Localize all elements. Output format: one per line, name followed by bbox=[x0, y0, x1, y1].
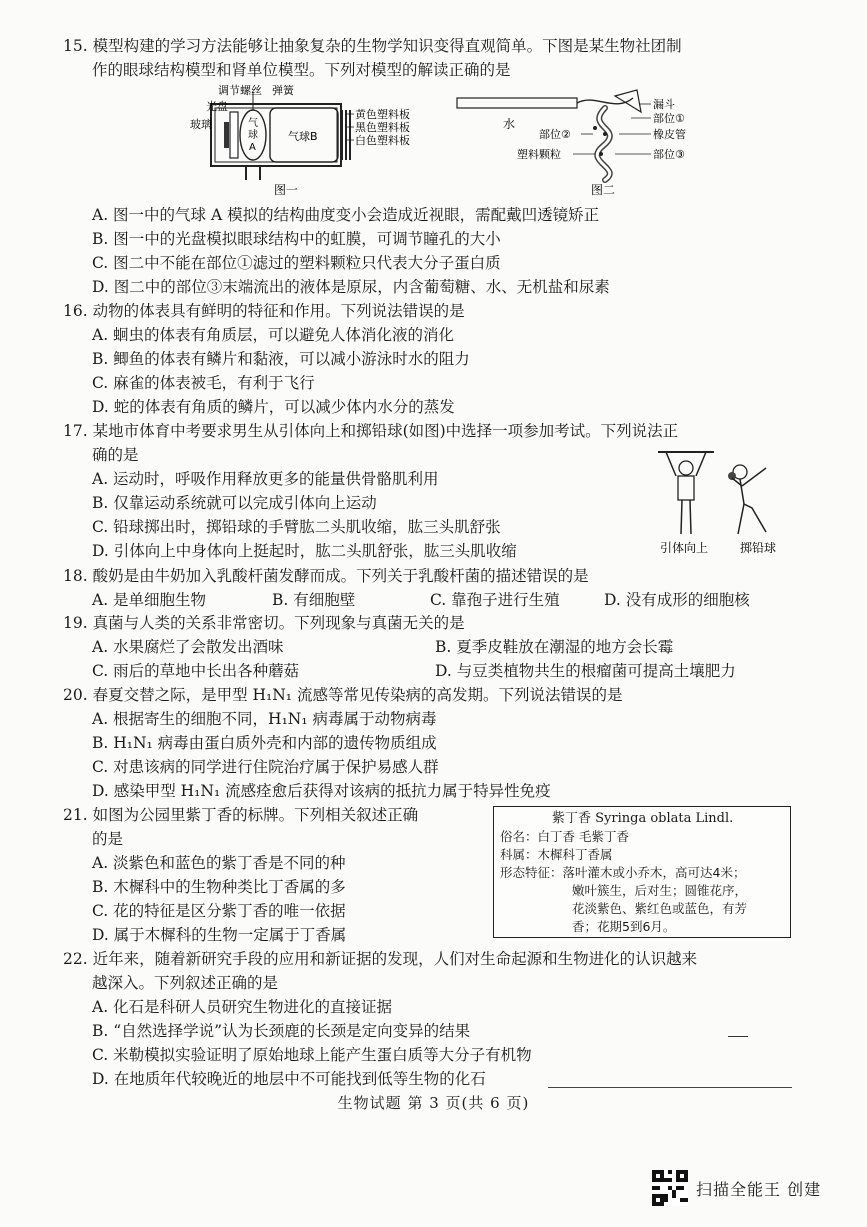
figure-1-caption: 图一 bbox=[274, 183, 299, 197]
sign-morphology-line2: 嫩叶簇生，后对生；圆锥花序， bbox=[572, 883, 748, 898]
q15-option-d: D. 图二中的部位③末端流出的液体是原尿，内含葡萄糖、水、无机盐和尿素 bbox=[92, 278, 610, 296]
q19-option-b: B. 夏季皮鞋放在潮湿的地方会长霉 bbox=[435, 638, 674, 656]
eye-label-balloon-a-2: 球 bbox=[248, 130, 258, 141]
q20-option-a: A. 根据寄生的细胞不同，H₁N₁ 病毒属于动物病毒 bbox=[92, 710, 437, 728]
eye-label-balloon-a-3: A bbox=[249, 142, 256, 153]
q21-option-c: C. 花的特征是区分紫丁香的唯一依据 bbox=[92, 902, 346, 920]
eye-label-balloon-b: 气球B bbox=[288, 130, 318, 143]
eye-label-white-board: 白色塑料板 bbox=[355, 134, 410, 147]
nephron-label-rubber-tube: 橡皮管 bbox=[653, 128, 686, 141]
q16-option-b: B. 鲫鱼的体表有鳞片和黏液，可以减小游泳时水的阻力 bbox=[92, 350, 470, 368]
watermark-text: 扫描全能王 创建 bbox=[696, 1179, 822, 1199]
q21-stem-line1: 21. 如图为公园里紫丁香的标牌。下列相关叙述正确 bbox=[63, 806, 419, 824]
nephron-label-part3: 部位③ bbox=[653, 148, 685, 161]
q16-stem: 16. 动物的体表具有鲜明的特征和作用。下列说法错误的是 bbox=[63, 302, 465, 320]
nephron-label-water: 水 bbox=[503, 117, 516, 131]
q16-option-c: C. 麻雀的体表被毛，有利于飞行 bbox=[92, 374, 315, 392]
sign-title: 紫丁香 Syringa oblata Lindl. bbox=[552, 811, 734, 826]
q19-option-c: C. 雨后的草地中长出各种蘑菇 bbox=[92, 662, 300, 680]
q17-stem-line2: 确的是 bbox=[92, 446, 139, 464]
q19-option-d: D. 与豆类植物共生的根瘤菌可提高土壤肥力 bbox=[435, 662, 736, 680]
q20-stem: 20. 春夏交替之际，是甲型 H₁N₁ 流感等常见传染病的高发期。下列说法错误的是 bbox=[63, 686, 623, 704]
qr-code-icon bbox=[652, 1170, 688, 1206]
q19-stem: 19. 真菌与人类的关系非常密切。下列现象与真菌无关的是 bbox=[63, 614, 465, 632]
q22-option-d: D. 在地质年代较晚近的地层中不可能找到低等生物的化石 bbox=[92, 1070, 486, 1088]
pull-up-label: 引体向上 bbox=[660, 541, 709, 555]
eye-label-disc: 光盘 bbox=[206, 100, 228, 113]
sign-morphology-line3: 花淡紫色、紫红色或蓝色，有芳 bbox=[572, 901, 748, 916]
q18-stem: 18. 酸奶是由牛奶加入乳酸杆菌发酵而成。下列关于乳酸杆菌的描述错误的是 bbox=[63, 567, 589, 585]
eye-label-glass: 玻璃 bbox=[190, 118, 212, 131]
q15-stem-line1: 15. 模型构建的学习方法能够让抽象复杂的生物学知识变得直观简单。下图是某生物社团制 bbox=[63, 37, 682, 55]
stray-mark bbox=[728, 1036, 748, 1037]
eye-label-yellow-board: 黄色塑料板 bbox=[355, 108, 410, 121]
nephron-label-part1: 部位① bbox=[653, 112, 685, 125]
q21-stem-line2: 的是 bbox=[92, 830, 124, 848]
q16-option-a: A. 蛔虫的体表有角质层，可以避免人体消化液的消化 bbox=[92, 326, 455, 344]
eye-model-figure bbox=[190, 84, 426, 204]
q21-option-b: B. 木樨科中的生物种类比丁香属的多 bbox=[92, 878, 346, 896]
figure-2-caption: 图二 bbox=[591, 183, 616, 197]
q16-option-d: D. 蛇的体表有角质的鳞片，可以减少体内水分的蒸发 bbox=[92, 398, 455, 416]
q20-option-b: B. H₁N₁ 病毒由蛋白质外壳和内部的遗传物质组成 bbox=[92, 734, 437, 752]
q19-option-a: A. 水果腐烂了会散发出酒味 bbox=[92, 638, 284, 656]
sign-morphology-line4: 香；花期5到6月。 bbox=[572, 919, 676, 934]
eye-label-black-board: 黑色塑料板 bbox=[355, 121, 410, 134]
q18-option-c: C. 靠孢子进行生殖 bbox=[430, 591, 560, 609]
q20-option-d: D. 感染甲型 H₁N₁ 流感痊愈后获得对该病的抵抗力属于特异性免疫 bbox=[92, 782, 551, 800]
nephron-model-figure bbox=[455, 88, 703, 202]
q17-option-a: A. 运动时，呼吸作用释放更多的能量供骨骼肌利用 bbox=[92, 470, 439, 488]
q18-option-a: A. 是单细胞生物 bbox=[92, 591, 207, 609]
q15-stem-line2: 作的眼球结构模型和肾单位模型。下列对模型的解读正确的是 bbox=[92, 61, 511, 79]
eye-label-balloon-a-1: 气 bbox=[248, 118, 258, 129]
sign-family-genus: 科属：木樨科丁香属 bbox=[500, 847, 613, 862]
q20-option-c: C. 对患该病的同学进行住院治疗属于保护易感人群 bbox=[92, 758, 439, 776]
q15-option-a: A. 图一中的气球 A 模拟的结构曲度变小会造成近视眼，需配戴凹透镜矫正 bbox=[92, 206, 600, 224]
q22-stem-line2: 越深入。下列叙述正确的是 bbox=[92, 974, 279, 992]
q17-option-c: C. 铅球掷出时，掷铅球的手臂肱二头肌收缩，肱三头肌舒张 bbox=[92, 518, 501, 536]
q18-option-b: B. 有细胞壁 bbox=[272, 591, 356, 609]
scanner-watermark bbox=[652, 1170, 821, 1206]
q22-option-b: B. “自然选择学说”认为长颈鹿的长颈是定向变异的结果 bbox=[92, 1022, 471, 1040]
nephron-label-plastic-particles: 塑料颗粒 bbox=[517, 148, 561, 161]
q17-option-b: B. 仅靠运动系统就可以完成引体向上运动 bbox=[92, 494, 377, 512]
q17-option-d: D. 引体向上中身体向上挺起时，肱二头肌舒张，肱三头肌收缩 bbox=[92, 542, 517, 560]
q21-option-d: D. 属于木樨科的生物一定属于丁香属 bbox=[92, 926, 347, 944]
q22-option-a: A. 化石是科研人员研究生物进化的直接证据 bbox=[92, 998, 393, 1016]
divider-line bbox=[548, 1087, 792, 1088]
q15-option-c: C. 图二中不能在部位①滤过的塑料颗粒只代表大分子蛋白质 bbox=[92, 254, 501, 272]
q21-option-a: A. 淡紫色和蓝色的紫丁香是不同的种 bbox=[92, 854, 346, 872]
eye-label-screw: 调节螺丝 bbox=[218, 84, 262, 97]
q22-stem-line1: 22. 近年来，随着新研究手段的应用和新证据的发现，人们对生命起源和生物进化的认识越来 bbox=[63, 950, 698, 968]
page-footer: 生物试题 第 3 页(共 6 页) bbox=[337, 1094, 530, 1112]
sign-morphology-line1: 形态特征：落叶灌木或小乔木，高可达4米； bbox=[500, 865, 746, 880]
lilac-sign bbox=[493, 806, 791, 938]
eye-label-spring: 弹簧 bbox=[272, 84, 294, 97]
nephron-label-part2: 部位② bbox=[539, 128, 571, 141]
sports-figure bbox=[648, 446, 798, 564]
q15-option-b: B. 图一中的光盘模拟眼球结构中的虹膜，可调节瞳孔的大小 bbox=[92, 230, 501, 248]
q17-stem-line1: 17. 某地市体育中考要求男生从引体向上和掷铅球(如图)中选择一项参加考试。下列说法正 bbox=[63, 422, 679, 440]
sign-common-name: 俗名：白丁香 毛紫丁香 bbox=[500, 829, 629, 844]
q22-option-c: C. 米勒模拟实验证明了原始地球上能产生蛋白质等大分子有机物 bbox=[92, 1046, 532, 1064]
shot-put-label: 掷铅球 bbox=[740, 541, 777, 555]
q18-option-d: D. 没有成形的细胞核 bbox=[604, 591, 750, 609]
nephron-label-funnel: 漏斗 bbox=[653, 98, 675, 111]
